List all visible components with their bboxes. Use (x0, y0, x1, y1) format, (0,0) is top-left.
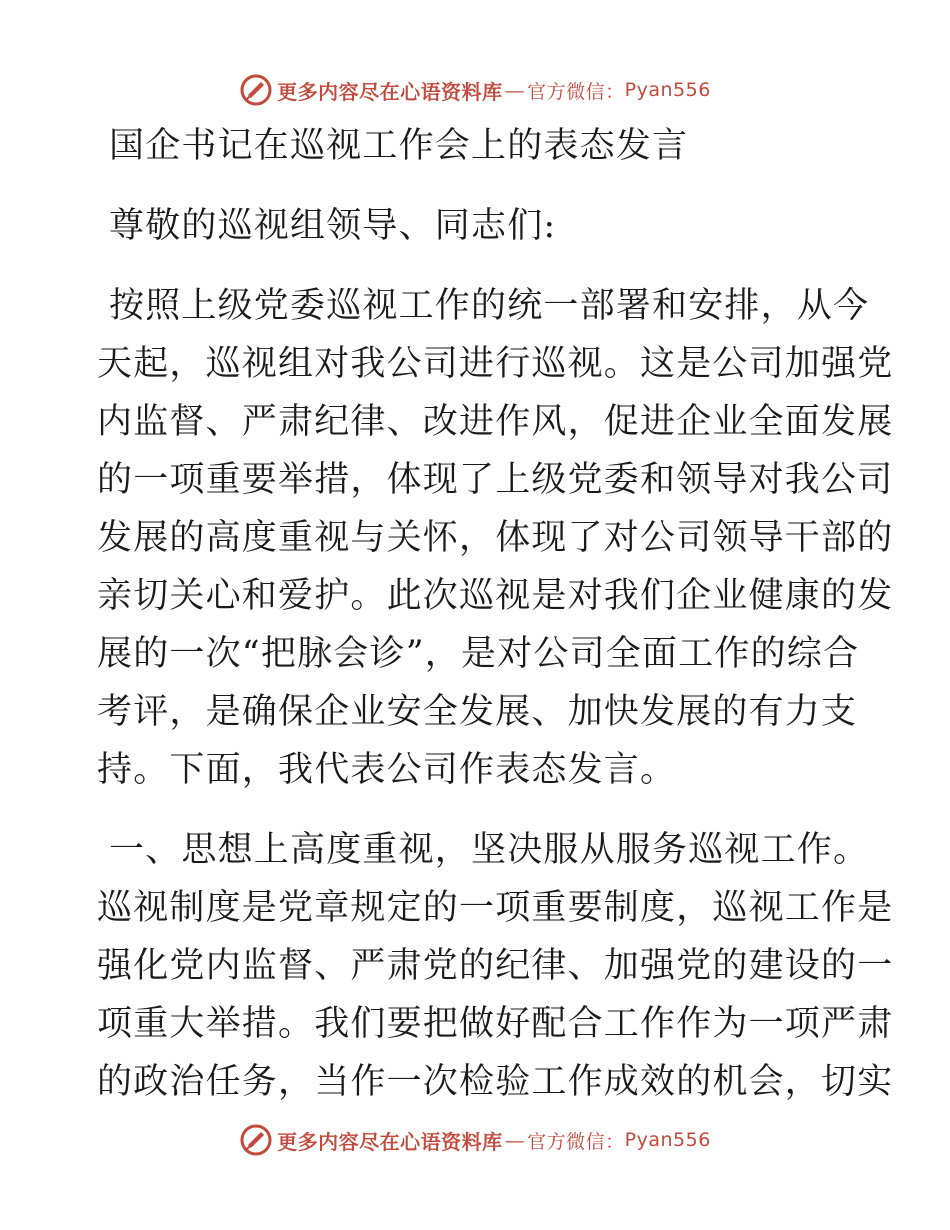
paragraph-line: 持。下面，我代表公司作表态发言。 (97, 750, 677, 790)
paragraph-line: 的政治任务，当作一次检验工作成效的机会，切实 (97, 1062, 894, 1102)
paragraph-line: 天起，巡视组对我公司进行巡视。这是公司加强党 (97, 344, 894, 384)
paragraph-line: 展的一次“把脉会诊”，是对公司全面工作的综合 (97, 634, 860, 674)
watermark-contact-id: Pyan556 (624, 79, 711, 101)
paragraph-line: 亲切关心和爱护。此次巡视是对我们企业健康的发 (97, 576, 894, 616)
watermark-separator: — (504, 78, 526, 102)
paragraph-line: 内监督、严肃纪律、改进作风，促进企业全面发展 (97, 402, 894, 442)
salutation: 尊敬的巡视组领导、同志们: (109, 206, 557, 246)
book-quill-logo-icon (239, 73, 273, 107)
document-title: 国企书记在巡视工作会上的表态发言 (109, 126, 689, 166)
paragraph-line: 强化党内监督、严肃党的纪律、加强党的建设的一 (97, 946, 894, 986)
section-1 (97, 821, 894, 1111)
footer-watermark (0, 1120, 950, 1160)
paragraph-intro (97, 277, 894, 799)
watermark-separator: — (504, 1128, 526, 1152)
watermark-contact-id: Pyan556 (624, 1129, 711, 1151)
book-quill-logo-icon (239, 1123, 273, 1157)
paragraph-line: 项重大举措。我们要把做好配合工作作为一项严肃 (97, 1004, 894, 1044)
paragraph-line: 发展的高度重视与关怀，体现了对公司领导干部的 (97, 518, 894, 558)
paragraph-line: 巡视制度是党章规定的一项重要制度，巡视工作是 (97, 888, 894, 928)
watermark-text: 更多内容尽在心语资料库 (277, 1129, 503, 1154)
paragraph-line: 按照上级党委巡视工作的统一部署和安排，从今 (109, 286, 870, 326)
watermark-contact-label: 官方微信： (527, 80, 625, 103)
header-watermark (0, 70, 950, 110)
document-body (97, 117, 894, 1111)
watermark-contact-label: 官方微信： (527, 1130, 625, 1153)
paragraph-line: 考评，是确保企业安全发展、加快发展的有力支 (97, 692, 858, 732)
section-heading: 一、思想上高度重视，坚决服从服务巡视工作。 (109, 830, 870, 870)
watermark-text: 更多内容尽在心语资料库 (277, 79, 503, 104)
paragraph-line: 的一项重要举措，体现了上级党委和领导对我公司 (97, 460, 894, 500)
